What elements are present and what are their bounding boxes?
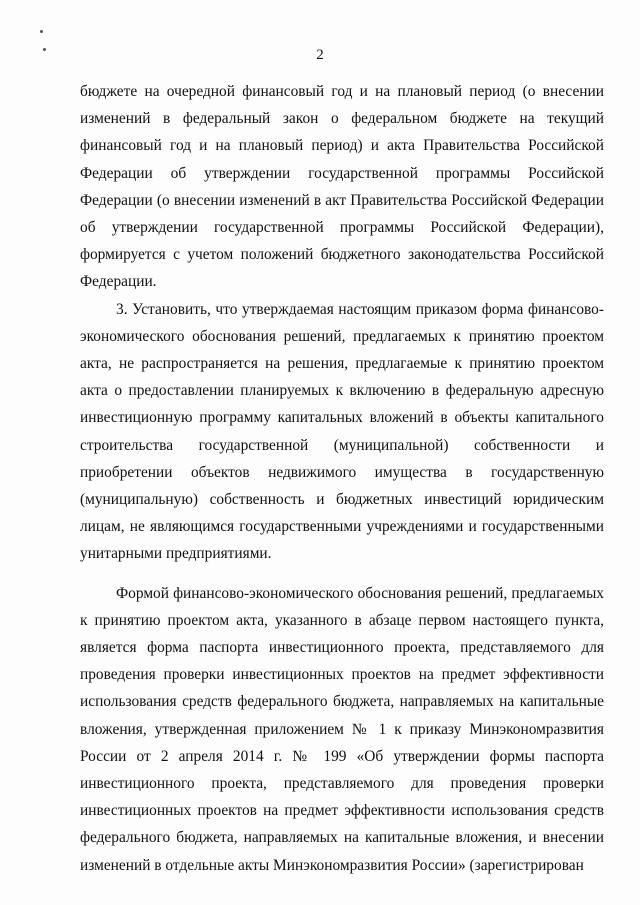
page-number: 2 [316, 47, 324, 63]
paragraph-item-3: 3. Установить, что утверждаемая настоящим приказом форма финансово-экономического обоснования решений, предлагаемых к принятию проектом акта, не распространяется на решения, предлагаемые к принятию проектом акта о предоставлении планируемых к включению в федеральную адресную инвестиционную программу капитальных вложений в объекты капитального строительства государственной (муниципальной) собственности и приобретении объектов недвижимого имущества в государственную (муниципальную) собственность и бюджетных инвестиций юридическим лицам, не являющимся государственными учреждениями и государственными унитарными предприятиями. [80, 300, 604, 563]
document-body [80, 78, 604, 879]
paragraph-continuation: бюджете на очередной финансовый год и на плановый период (о внесении изменений в федеральный закон о федеральном бюджете на текущий финансовый год и на плановый период) и акта Правительства Российской Федерации об утверждении государственной программы Российской Федерации (о внесении изменений в акт Правительства Российской Федерации об утверждении государственной программы Российской Федерации), формируется с учетом положений бюджетного законодательства Российской Федерации. [80, 83, 604, 291]
scan-speck [40, 30, 43, 33]
paragraph-passport-form: Формой финансово-экономического обоснования решений, предлагаемых к принятию проектом акта, указанного в абзаце первом настоящего пункта, является форма паспорта инвестиционного проекта, представляемого для проведения проверки инвестиционных проектов на предмет эффективности использования средств федерального бюджета, направляемых на капитальные вложения, утвержденная приложением № 1 к приказу Минэкономразвития России от 2 апреля 2014 г. № 199 «Об утверждении формы паспорта инвестиционного проекта, представляемого для проведения проверки инвестиционных проектов на предмет эффективности использования средств федерального бюджета, направляемых на капитальные вложения, и внесении изменений в отдельные акты Минэкономразвития России» (зарегистрирован [80, 584, 604, 874]
